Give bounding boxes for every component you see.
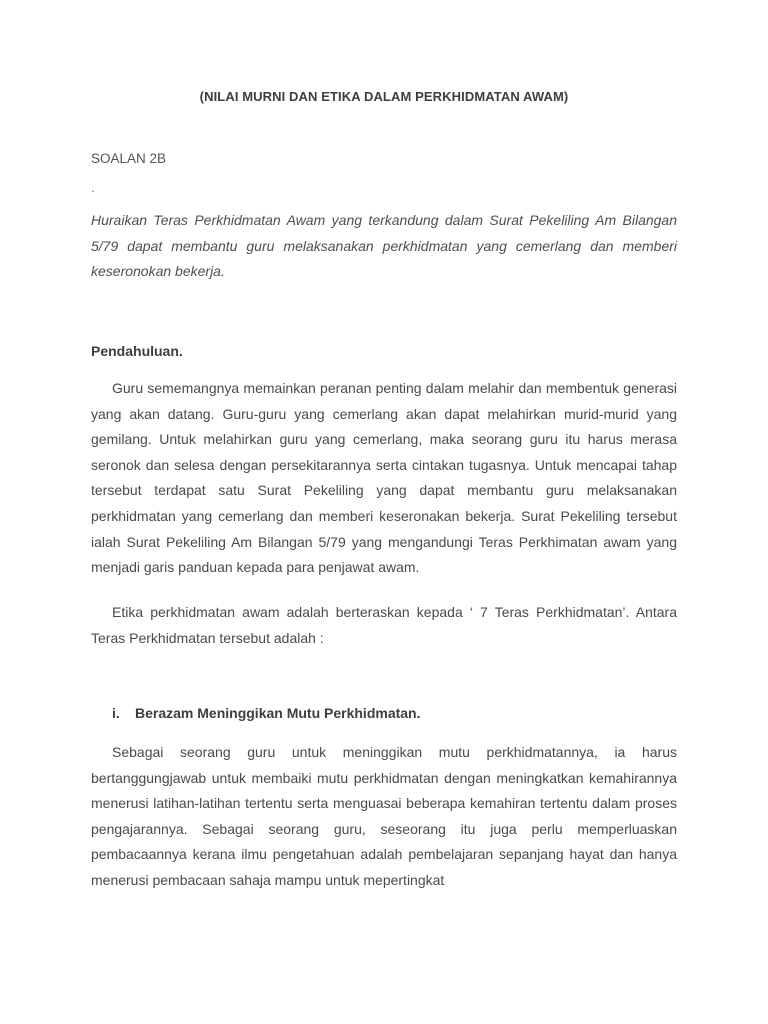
section-heading [112, 705, 421, 721]
separator-dot: . [91, 180, 95, 195]
section-paragraph: Sebagai seorang guru untuk meninggikan mutu perkhidmatannya, ia harus bertanggungjawab untuk membaiki mutu perkhidmatan dengan meningkatkan kemahirannya menerusi latihan-latihan tertentu serta menguasai beberapa kemahiran tertentu dalam proses pengajarannya. Sebagai seorang guru, seseorang itu juga perlu memperluaskan pembacaannya kerana ilmu pengetahuan adalah pembelajaran sepanjang hayat dan hanya menerusi pembacaan sahaja mampu untuk mepertingkat [91, 744, 677, 888]
intro-heading: Pendahuluan. [91, 343, 183, 359]
question-label: SOALAN 2B [91, 151, 167, 166]
intro-paragraph: Guru sememangnya memainkan peranan penting dalam melahir dan membentuk generasi yang akan datang. Guru-guru yang cemerlang akan dapat melahirkan murid-murid yang gemilang. Untuk melahirkan guru yang cemerlang, maka seorang guru itu harus merasa seronok dan selesa dengan persekitarannya serta cintakan tugasnya. Untuk mencapai tahap tersebut terdapat satu Surat Pekeliling yang dapat membantu guru melaksanakan perkhidmatan yang cemerlang dan memberi keseronakan bekerja. Surat Pekeliling tersebut ialah Surat Pekeliling Am Bilangan 5/79 yang mengandungi Teras Perkhimatan awam yang menjadi garis panduan kepada para penjawat awam. [91, 380, 677, 576]
ethics-paragraph: Etika perkhidmatan awam adalah berteraskan kepada ‘ 7 Teras Perkhidmatan’. Antara Teras Perkhidmatan tersebut adalah : [91, 604, 677, 646]
section-number: i. [112, 705, 120, 721]
section-title: Berazam Meninggikan Mutu Perkhidmatan. [135, 705, 421, 721]
document-title: (NILAI MURNI DAN ETIKA DALAM PERKHIDMATAN AWAM) [199, 89, 569, 104]
question-text: Huraikan Teras Perkhidmatan Awam yang terkandung dalam Surat Pekeliling Am Bilangan 5/79 dapat membantu guru melaksanakan perkhidmatan yang cemerlang dan memberi keseronokan bekerja. [91, 212, 677, 280]
